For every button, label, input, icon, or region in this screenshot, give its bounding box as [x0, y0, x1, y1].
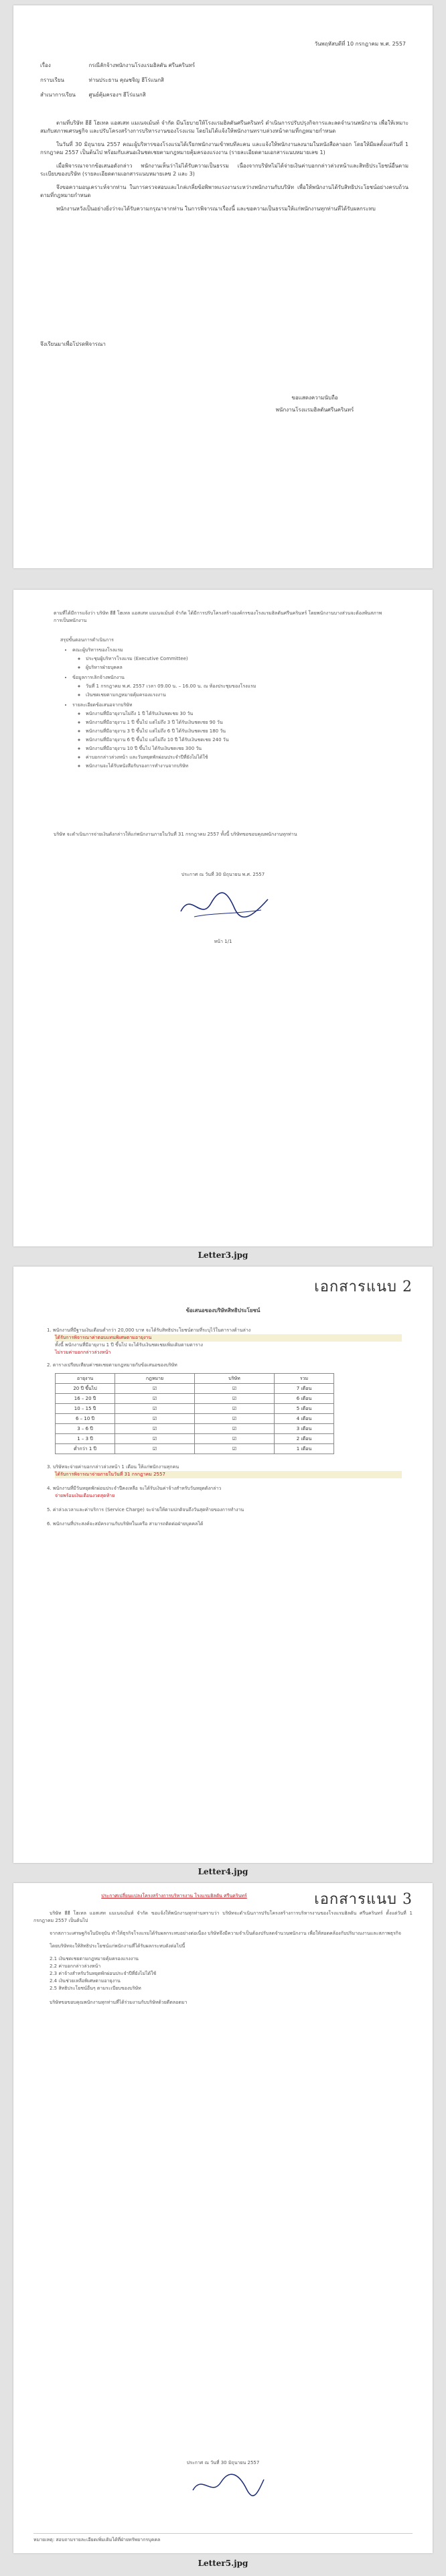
letter1-paragraph: ในวันที่ 30 มิถุนายน 2557 คณะผู้บริหารของโรงแรมได้เรียกพนักงานเข้าพบทีละคน และแจ้งให้พนักงานลงนามในหนังสือลาออก โดยให้มีผลตั้งแต่วันที่ 1 กรกฎาคม 2557 เป็นต้นไป พร้อมกับเสนอเงินชดเชยตามกฎหมายคุ้มครองแรงงาน (รายละเอียดตามเอกสารแนบหมายเลข 1) [40, 141, 408, 155]
list-item: 2.3 ค่าจ้างสำหรับวันหยุดพักผ่อนประจำปีที่ยังไม่ได้ใช้ [50, 1971, 157, 1976]
table-cell: ต่ำกว่า 1 ปี [56, 1444, 115, 1454]
letter3-p1: 1. พนักงานที่มีฐานเงินเดือนต่ำกว่า 20,000 บาท จะได้รับสิทธิประโยชน์ตามที่ระบุไว้ในตารางด้านล่าง [47, 1328, 251, 1333]
table-cell: ☑ [195, 1394, 275, 1404]
letter3-p3: 3. บริษัทจะจ่ายค่าบอกกล่าวล่วงหน้า 1 เดือน ให้แก่พนักงานทุกคน [47, 1464, 179, 1470]
letter2-date-line: ประกาศ ณ วันที่ 30 มิถุนายน พ.ศ. 2557 [181, 872, 265, 877]
table-cell: 4 เดือน [275, 1414, 334, 1424]
table-cell: ☑ [195, 1404, 275, 1414]
letter4-closing: บริษัทขอขอบคุณพนักงานทุกท่านที่ได้ร่วมงานกับบริษัทด้วยดีตลอดมา [50, 2000, 188, 2005]
table-header: รวม [275, 1374, 334, 1384]
letter1-regards: ขอแสดงความนับถือ [291, 395, 338, 401]
list-item [72, 647, 395, 671]
list-subitem: ◦ ผู้บริหารฝ่ายบุคคล [86, 664, 395, 671]
letter2-intro: ตามที่ได้มีการแจ้งว่า บริษัท ฮีฮี โฮเทล แอสเสท แมเนจเม้นท์ จำกัด ได้มีการปรับโครงสร้างองค์กรของโรงแรมฮิลตันศรีนครินทร์ โดยพนักงานบางส่วนจะต้องพ้นสภาพการเป็นพนักงาน [54, 610, 382, 623]
table-cell: 5 เดือน [275, 1404, 334, 1414]
table-cell: 7 เดือน [275, 1384, 334, 1394]
list-subitem: ◦ พนักงานจะได้รับหนังสือรับรองการทำงานจากบริษัท [86, 763, 395, 770]
list-subitem: ◦ ค่าบอกกล่าวล่วงหน้า และวันหยุดพักผ่อนประจำปีที่ยังไม่ได้ใช้ [86, 754, 395, 761]
table-cell: ☑ [115, 1394, 195, 1404]
letter3-p4: 4. พนักงานที่มีวันหยุดพักผ่อนประจำปีคงเหลือ จะได้รับเงินค่าจ้างสำหรับวันหยุดดังกล่าว [47, 1486, 222, 1491]
letter3-body [47, 1327, 402, 1528]
letter1-paragraph: ตามที่บริษัท ฮีฮี โฮเทล แอสเสท แมเนจเม้นท์ จำกัด มีนโยบายให้โรงแรมฮิลตันศรีนครินทร์ ดำเนินการปรับปรุงกิจการและลดจำนวนพนักงาน เพื่อให้เหมาะสมกับสภาพเศรษฐกิจ และปรับโครงสร้างการบริหารงานของโรงแรม โดยไม่ได้แจ้งให้พนักงานทราบล่วงหน้าตามที่กฎหมายกำหนด [40, 120, 408, 134]
table-cell: 6 – 10 ปี [56, 1414, 115, 1424]
letter1-paragraph: พนักงานหวังเป็นอย่างยิ่งว่าจะได้รับความกรุณาจากท่าน ในการพิจารณาเรื่องนี้ และขอความเป็นธรรมให้แก่พนักงานทุกท่านที่ได้รับผลกระทบ [56, 206, 376, 212]
table-cell: 1 เดือน [275, 1444, 334, 1454]
table-row [56, 1384, 334, 1394]
letter4-page [13, 1883, 433, 2553]
table-cell: ☑ [195, 1384, 275, 1394]
table-cell: 1 – 3 ปี [56, 1434, 115, 1444]
letter1-to-label: กราบเรียน [40, 77, 64, 83]
signature-image [188, 2470, 268, 2501]
list-subitem: ◦ พนักงานที่มีอายุงานไม่ถึง 1 ปี ได้รับเงินชดเชย 30 วัน [86, 710, 395, 718]
letter3-p1b: ทั้งนี้ พนักงานที่มีอายุงาน 1 ปี ขึ้นไป จะได้รับเงินชดเชยเพิ่มเติมตามตาราง [55, 1342, 203, 1348]
table-cell: 20 ปี ขึ้นไป [56, 1384, 115, 1394]
letter4-title: ประกาศเปลี่ยนแปลงโครงสร้างการบริหารงาน โรงแรมฮิลตัน ศรีนครินทร์ [101, 1893, 247, 1898]
table-header: กฎหมาย [115, 1374, 195, 1384]
letter1-to: ท่านประธาน คุณชจิญ ฮีโร่แนกสิ [88, 77, 164, 83]
list-subitem: ◦ พนักงานที่มีอายุงาน 1 ปี ขึ้นไป แต่ไม่ถึง 3 ปี ได้รับเงินชดเชย 90 วัน [86, 719, 395, 726]
table-cell: ☑ [195, 1434, 275, 1444]
list-item-label: รายละเอียดข้อเสนอจากบริษัท [72, 702, 133, 708]
table-cell: ☑ [115, 1414, 195, 1424]
table-cell: ☑ [195, 1414, 275, 1424]
letter2-page [13, 590, 433, 1246]
letter3-p5: 5. ค่าล่วงเวลาและค่าบริการ (Service Charge) จะจ่ายให้ตามปกติจนถึงวันสุดท้ายของการทำงาน [47, 1507, 244, 1512]
letter2-summary [60, 637, 395, 773]
letter3-p4-red: จ่ายพร้อมเงินเดือนงวดสุดท้าย [55, 1493, 115, 1498]
table-cell: 3 เดือน [275, 1424, 334, 1434]
letter1-paragraph: จึงขอความอนุเคราะห์จากท่าน ในการตรวจสอบและไกล่เกลี่ยข้อพิพาทแรงงานระหว่างพนักงานกับบริษัท เพื่อให้พนักงานได้รับสิทธิประโยชน์อย่างครบถ้วนตามที่กฎหมายกำหนด [40, 184, 408, 198]
list-subitem: ◦ พนักงานที่มีอายุงาน 10 ปี ขึ้นไป ได้รับเงินชดเชย 300 วัน [86, 745, 395, 753]
table-cell: ☑ [115, 1384, 195, 1394]
letter1-signer: พนักงานโรงแรมฮิลตันศรีนครินทร์ [275, 407, 354, 413]
list-subitem: ◦ พนักงานที่มีอายุงาน 6 ปี ขึ้นไป แต่ไม่ถึง 10 ปี ได้รับเงินชดเชย 240 วัน [86, 736, 395, 744]
list-subitem: ◦ ประชุมผู้บริหารโรงแรม (Executive Committee) [86, 655, 395, 663]
letter3-p2: 2. ตารางเปรียบเทียบค่าชดเชยตามกฎหมายกับข้อเสนอของบริษัท [47, 1362, 177, 1368]
attachment-stamp: เอกสารแนบ 2 [314, 1279, 413, 1295]
letter1-body [40, 119, 408, 218]
severance-table [55, 1373, 334, 1454]
letter3-p3-red: ได้รับการพิจารณาจ่ายภายในวันที่ 31 กรกฎาคม 2557 [55, 1471, 402, 1478]
table-cell: 6 เดือน [275, 1394, 334, 1404]
letter1-subject: กรณีลักจ้างพนักงานโรงแรมฮิลตัน ศรีนครินทร์ [88, 62, 196, 68]
table-cell: 16 – 20 ปี [56, 1394, 115, 1404]
letter4-list [33, 1955, 413, 1992]
list-item: 2.1 เงินชดเชยตามกฎหมายคุ้มครองแรงงาน [50, 1956, 139, 1961]
table-cell: ☑ [115, 1424, 195, 1434]
letter4-paragraph: โดยบริษัทจะให้สิทธิประโยชน์แก่พนักงานที่ได้รับผลกระทบดังต่อไปนี้ [50, 1943, 185, 1949]
list-item: 2.2 ค่าบอกกล่าวล่วงหน้า [50, 1963, 101, 1969]
letter3-p1b-red: ไม่รวมค่าบอกกล่าวล่วงหน้า [55, 1350, 111, 1355]
letter4-caption: Letter4.jpg [198, 1867, 248, 1876]
letter1-subject-label: เรื่อง [40, 62, 51, 68]
letter4-date-line: ประกาศ ณ วันที่ 30 มิถุนายน 2557 [186, 2460, 260, 2465]
table-row [56, 1444, 334, 1454]
letter2-note: บริษัท จะดำเนินการจ่ายเงินดังกล่าวให้แก่พนักงานภายในวันที่ 31 กรกฎาคม 2557 ทั้งนี้ บริษัทขอขอบคุณพนักงานทุกท่าน [54, 832, 297, 837]
signature-image [174, 885, 275, 925]
list-item [72, 674, 395, 699]
list-item: 2.5 สิทธิประโยชน์อื่นๆ ตามระเบียบของบริษัท [50, 1986, 141, 1991]
letter1-header [40, 62, 402, 99]
letter4-footer: หมายเหตุ: สอบถามรายละเอียดเพิ่มเติมได้ที่ฝ่ายทรัพยากรบุคคล [33, 2533, 413, 2544]
letter5-caption: Letter5.jpg [198, 2559, 248, 2568]
letter1-paragraph: เมื่อพิจารณาจากข้อเสนอดังกล่าว พนักงานเห็นว่าไม่ได้รับความเป็นธรรม เนื่องจากบริษัทไม่ได้จ่ายเงินค่าบอกกล่าวล่วงหน้าและสิทธิประโยชน์อื่นตามระเบียบของบริษัท (รายละเอียดตามเอกสารแนบหมายเลข 2 และ 3) [40, 163, 408, 177]
table-cell: ☑ [115, 1434, 195, 1444]
letter1-cc-label: สำเนาการเรียน [40, 92, 76, 98]
table-cell: ☑ [195, 1424, 275, 1434]
letter1-page [13, 5, 433, 568]
table-cell: ☑ [115, 1404, 195, 1414]
table-cell: ☑ [115, 1444, 195, 1454]
table-header: บริษัท [195, 1374, 275, 1384]
letter1-closing: จึงเรียนมาเพื่อโปรดพิจารณา [40, 341, 106, 347]
attachment-stamp: เอกสารแนบ 3 [314, 1891, 413, 1908]
letter2-summary-title: สรุปขั้นตอนการดำเนินการ [60, 637, 114, 643]
table-cell: ☑ [195, 1444, 275, 1454]
list-subitem: ◦ พนักงานที่มีอายุงาน 3 ปี ขึ้นไป แต่ไม่ถึง 6 ปี ได้รับเงินชดเชย 180 วัน [86, 728, 395, 735]
letter1-date: วันพฤหัสบดีที่ 10 กรกฎาคม พ.ศ. 2557 [314, 41, 406, 47]
letter3-title: ข้อเสนอของบริษัทสิทธิประโยชน์ [185, 1307, 261, 1313]
letter3-caption: Letter3.jpg [198, 1250, 248, 1260]
table-row [56, 1404, 334, 1414]
list-subitem: ◦ วันที่ 1 กรกฎาคม พ.ศ. 2557 เวลา 09.00 น. – 16.00 น. ณ ห้องประชุมของโรงแรม [86, 683, 395, 690]
list-item: 2.4 เงินช่วยเหลือพิเศษตามอายุงาน [50, 1978, 121, 1984]
letter2-list [60, 647, 395, 770]
letter4-intro: บริษัท ฮีฮี โฮเทล แอสเสท แมเนจเม้นท์ จำกัด ขอแจ้งให้พนักงานทุกท่านทราบว่า บริษัทจะดำเนินการปรับโครงสร้างการบริหารงานของโรงแรมฮิลตัน ศรีนครินทร์ ตั้งแต่วันที่ 1 กรกฎาคม 2557 เป็นต้นไป [33, 1911, 413, 1923]
table-cell: 10 – 15 ปี [56, 1404, 115, 1414]
list-item [72, 702, 395, 770]
letter2-signer: หน้า 1/1 [214, 939, 232, 944]
table-cell: 2 เดือน [275, 1434, 334, 1444]
letter1-cc: ศูนย์คุ้มครองฯ ฮีโร่แนกสิ [88, 92, 146, 98]
table-row [56, 1434, 334, 1444]
letter3-page [13, 1267, 433, 1863]
table-header: อายุงาน [56, 1374, 115, 1384]
table-row [56, 1414, 334, 1424]
list-subitem: ◦ เงินชดเชยตามกฎหมายคุ้มครองแรงงาน [86, 692, 395, 699]
list-item-label: คณะผู้บริหารของโรงแรม [72, 647, 123, 653]
table-row [56, 1424, 334, 1434]
letter3-p1-red: ได้รับการพิจารณาค่าตอบแทนพิเศษตามอายุงาน [55, 1334, 402, 1342]
list-item-label: ข้อมูลการเลิกจ้างพนักงาน [72, 675, 125, 680]
letter4-body [33, 1910, 413, 2012]
table-cell: 3 – 6 ปี [56, 1424, 115, 1434]
letter3-p6: 6. พนักงานที่ประสงค์จะสมัครงานกับบริษัทในเครือ สามารถติดต่อฝ่ายบุคคลได้ [47, 1521, 204, 1527]
table-row [56, 1394, 334, 1404]
letter4-paragraph: จากสภาวะเศรษฐกิจในปัจจุบัน ทำให้ธุรกิจโรงแรมได้รับผลกระทบอย่างต่อเนื่อง บริษัทจึงมีความจำเป็นต้องปรับลดจำนวนพนักงาน เพื่อให้สอดคล้องกับปริมาณงานและสภาพธุรกิจ [50, 1931, 402, 1936]
